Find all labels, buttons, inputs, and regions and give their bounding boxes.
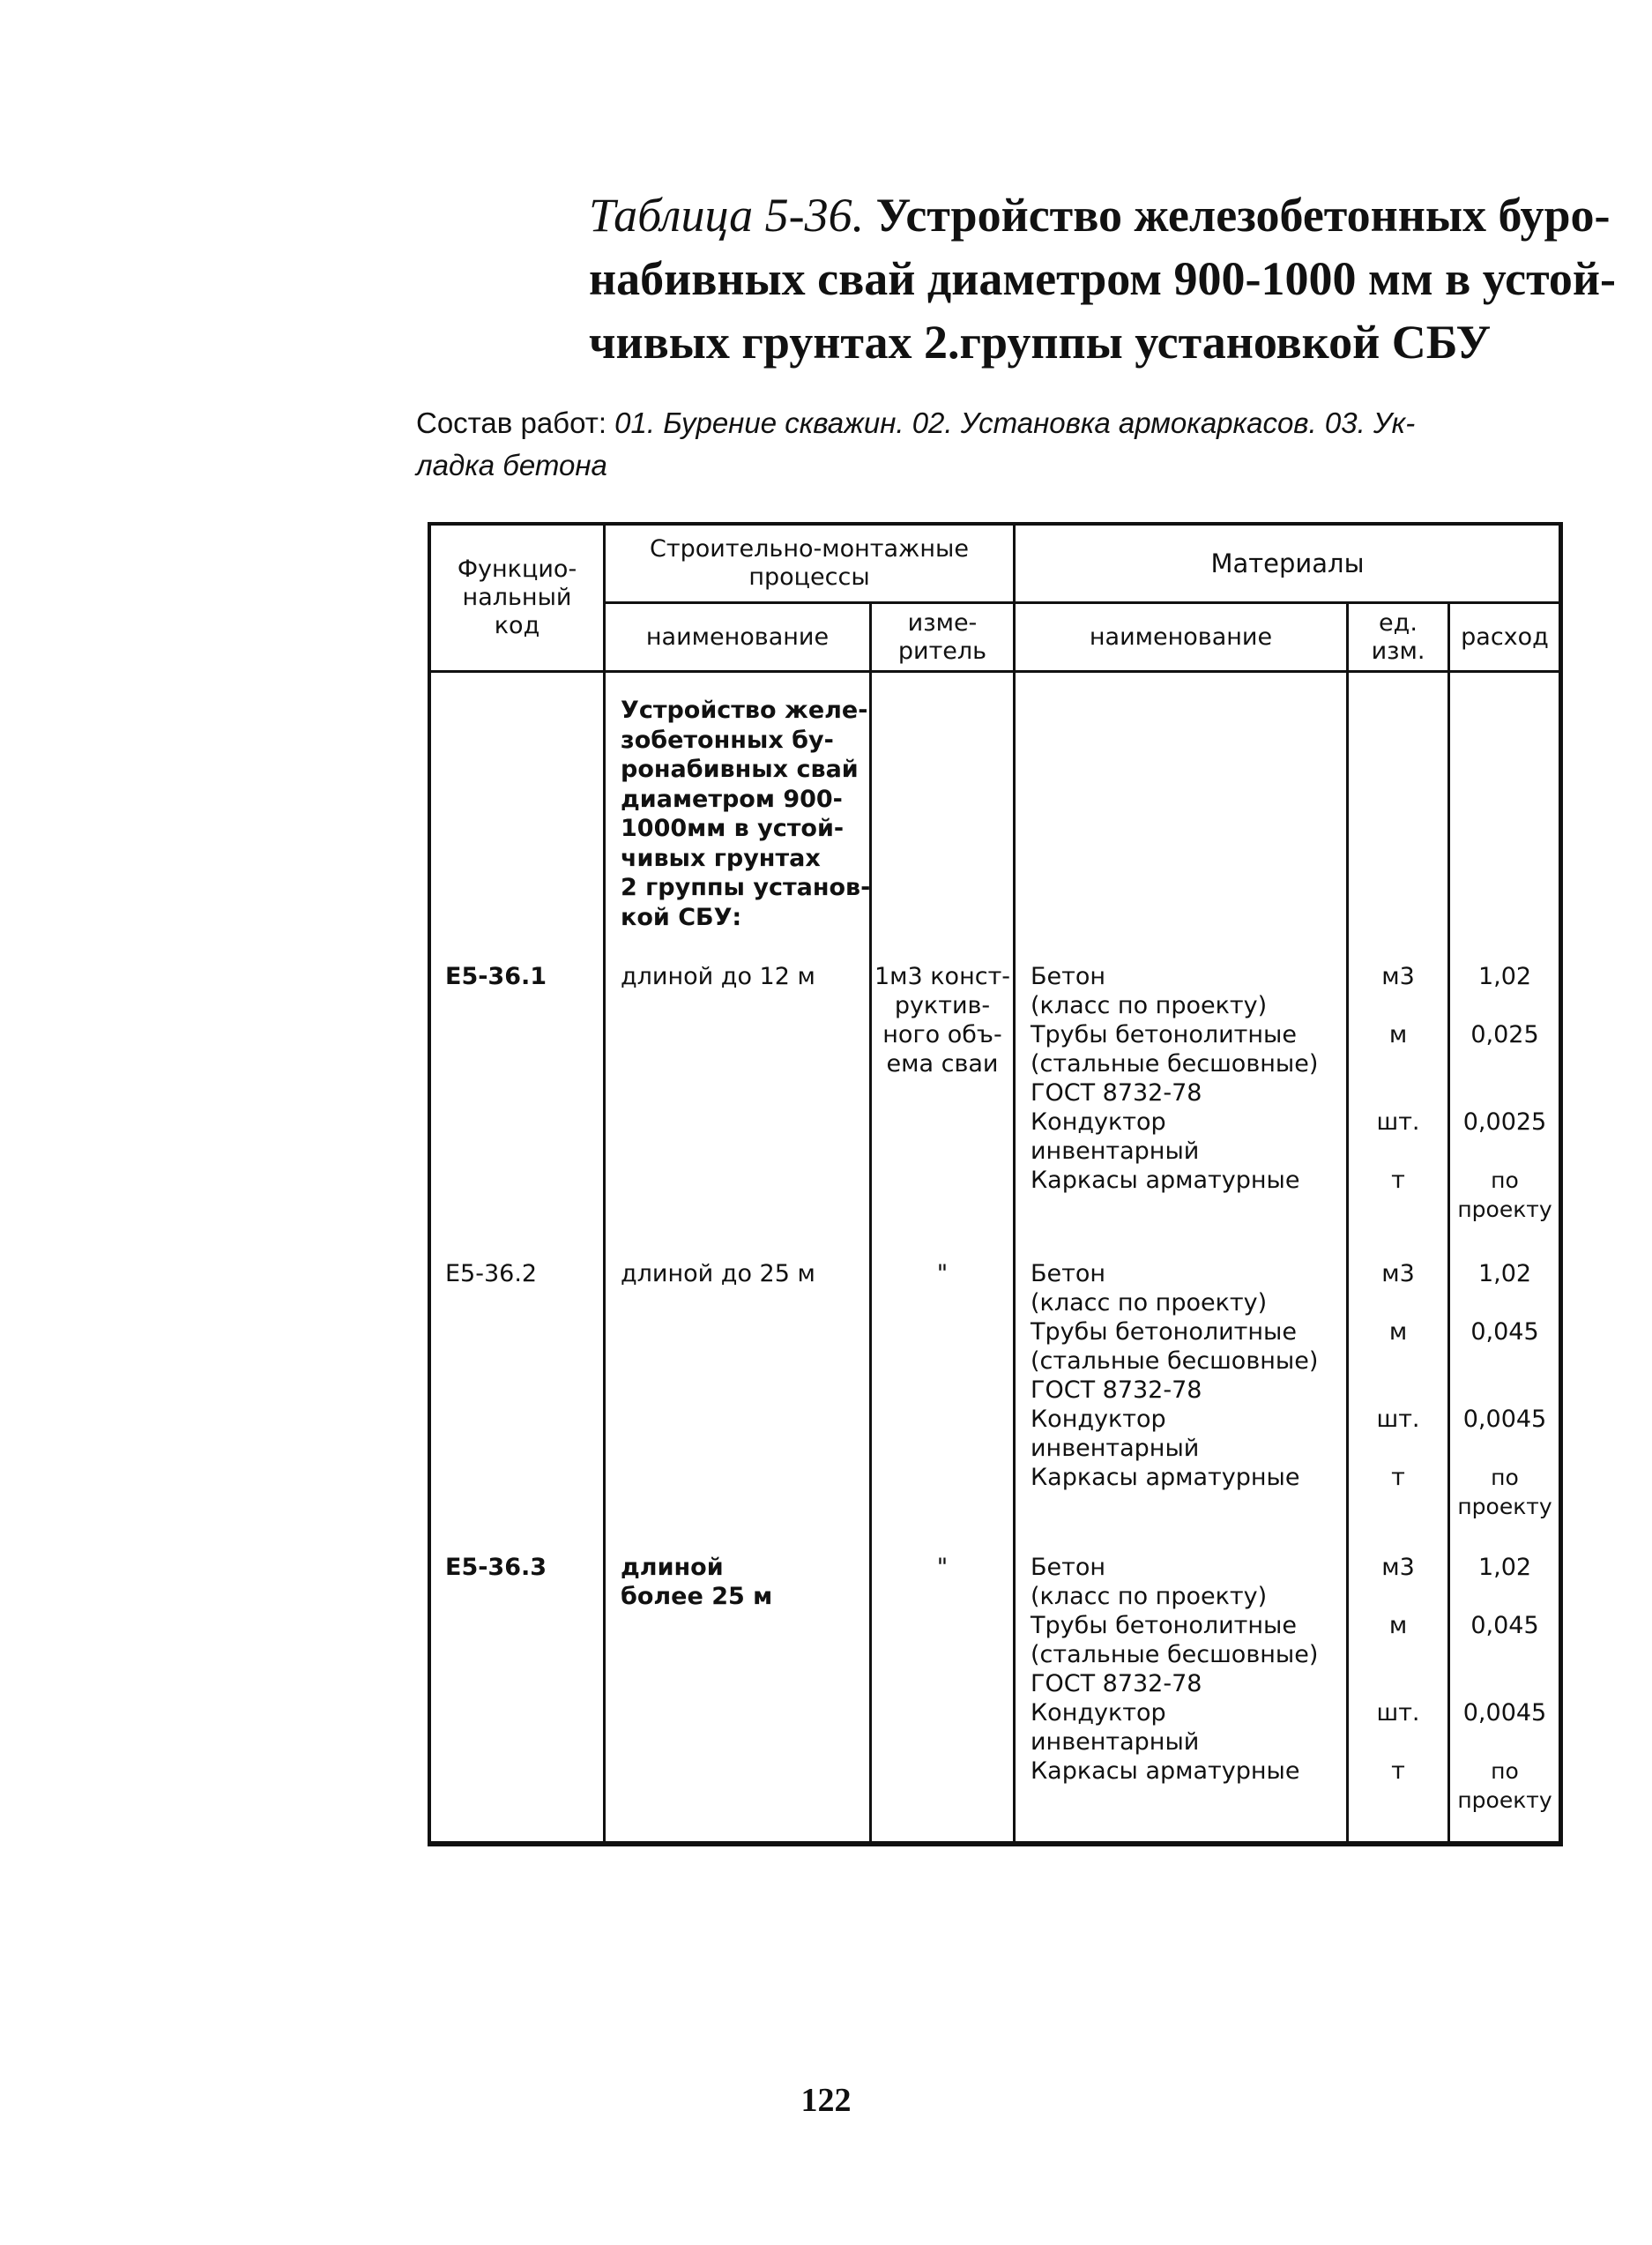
row-1-code: Е5-36.1 bbox=[445, 963, 547, 990]
row-1-material-4-consumption-line: проекту bbox=[1457, 1197, 1552, 1222]
row-1-meter-line: 1м3 конст- bbox=[874, 963, 1011, 990]
row-3-material-1-name-line: (класс по проекту) bbox=[1031, 1583, 1268, 1610]
col-divider-unit bbox=[1346, 601, 1349, 1841]
group-title-line: зобетонных бу- bbox=[621, 726, 834, 754]
row-2-material-1-unit: м3 bbox=[1381, 1260, 1415, 1287]
row-3-material-3-name-line: инвентарный bbox=[1031, 1728, 1200, 1756]
row-1-meter-line: руктив- bbox=[894, 992, 991, 1019]
header-code-line: код bbox=[494, 612, 540, 639]
row-3-material-4-consumption bbox=[1450, 1756, 1559, 1815]
composition-line-2 bbox=[416, 444, 1562, 487]
row-2-material-2-name bbox=[1031, 1317, 1318, 1405]
row-2-material-3-consumption: 0,0045 bbox=[1462, 1406, 1547, 1433]
row-2-material-4-consumption bbox=[1450, 1463, 1559, 1521]
group-title-line: 2 группы установ- bbox=[621, 874, 871, 901]
title-line-2: набивных свай диаметром 900-1000 мм в устой- bbox=[589, 252, 1616, 305]
row-2-material-3-name-line: инвентарный bbox=[1031, 1435, 1200, 1462]
row-3-meter: " bbox=[936, 1554, 949, 1581]
header-unit bbox=[1349, 604, 1447, 670]
composition-label: Состав работ: bbox=[416, 406, 606, 439]
row-1-name: длиной до 12 м bbox=[621, 963, 815, 990]
header-materials: Материалы bbox=[1210, 548, 1365, 578]
row-3-material-1-name-line: Бетон bbox=[1031, 1554, 1106, 1581]
row-1-material-2-name bbox=[1031, 1020, 1318, 1108]
row-3-code: Е5-36.3 bbox=[445, 1554, 547, 1581]
row-1-meter-line: ного объ- bbox=[882, 1021, 1002, 1048]
col-divider-processes bbox=[1013, 526, 1016, 1841]
row-2-material-3-name-line: Кондуктор bbox=[1031, 1406, 1166, 1433]
row-3-material-4-unit: т bbox=[1391, 1757, 1405, 1785]
col-divider-code bbox=[603, 526, 606, 1841]
row-1-material-4-unit: т bbox=[1391, 1167, 1405, 1194]
row-2-name: длиной до 25 м bbox=[621, 1260, 815, 1287]
row-2-material-1-name bbox=[1031, 1259, 1267, 1317]
row-2-material-2-name-line: Трубы бетонолитные bbox=[1031, 1318, 1297, 1346]
row-1-material-3-unit: шт. bbox=[1376, 1108, 1420, 1136]
row-3-material-3-name bbox=[1031, 1698, 1199, 1756]
row-1-meter bbox=[872, 962, 1013, 1078]
row-3-material-2-consumption: 0,045 bbox=[1470, 1612, 1539, 1639]
row-3-material-4-consumption-line: проекту bbox=[1457, 1787, 1552, 1813]
row-1-material-1-unit: м3 bbox=[1381, 963, 1415, 990]
row-1-material-1-consumption: 1,02 bbox=[1477, 963, 1532, 990]
title-label: Таблица 5-36. bbox=[589, 189, 865, 242]
row-3-name bbox=[621, 1553, 772, 1611]
composition-line-1 bbox=[416, 402, 1562, 444]
row-2-material-1-name-line: (класс по проекту) bbox=[1031, 1289, 1268, 1316]
row-3-material-2-unit: м bbox=[1388, 1612, 1408, 1639]
group-title bbox=[621, 696, 876, 932]
row-2-material-2-name-line: (стальные бесшовные) bbox=[1031, 1347, 1319, 1375]
row-1-material-3-name-line: инвентарный bbox=[1031, 1137, 1200, 1165]
header-code-line: Функцио- bbox=[457, 556, 577, 583]
row-3-material-1-unit: м3 bbox=[1381, 1554, 1415, 1581]
header-material-name: наименование bbox=[1089, 623, 1273, 651]
composition-text-1: 01. Бурение скважин. 02. Установка армокаркасов. 03. Ук- bbox=[614, 406, 1416, 439]
row-2-material-2-name-line: ГОСТ 8732-78 bbox=[1031, 1376, 1202, 1404]
title-line-3: чивых грунтах 2.группы установкой СБУ bbox=[589, 316, 1492, 369]
header-meter bbox=[872, 604, 1013, 670]
row-1-material-1-name-line: (класс по проекту) bbox=[1031, 992, 1268, 1019]
row-3-material-1-consumption: 1,02 bbox=[1477, 1554, 1532, 1581]
row-2-material-4-consumption-line: по bbox=[1491, 1465, 1519, 1490]
row-1-material-2-consumption: 0,025 bbox=[1470, 1021, 1539, 1048]
page-number: 122 bbox=[800, 2082, 852, 2119]
header-consumption: расход bbox=[1461, 623, 1549, 651]
title-text-1: Устройство железобетонных буро- bbox=[875, 189, 1611, 242]
header-process-name: наименование bbox=[645, 623, 830, 651]
row-3-material-3-consumption: 0,0045 bbox=[1462, 1699, 1547, 1727]
header-unit-line: изм. bbox=[1371, 637, 1425, 665]
row-2-material-4-name: Каркасы арматурные bbox=[1031, 1464, 1300, 1491]
header-processes bbox=[606, 526, 1013, 601]
row-2-material-2-unit: м bbox=[1388, 1318, 1408, 1346]
row-3-material-2-name-line: (стальные бесшовные) bbox=[1031, 1641, 1319, 1668]
group-title-line: Устройство желе- bbox=[621, 697, 868, 724]
row-2-material-3-unit: шт. bbox=[1376, 1406, 1420, 1433]
row-2-material-1-consumption: 1,02 bbox=[1477, 1260, 1532, 1287]
row-2-code: Е5-36.2 bbox=[445, 1260, 538, 1287]
row-2-meter: " bbox=[936, 1260, 949, 1287]
group-title-line: ронабивных свай bbox=[621, 756, 859, 783]
group-title-line: диаметром 900- bbox=[621, 785, 843, 813]
row-2-material-4-unit: т bbox=[1391, 1464, 1405, 1491]
header-code-line: нальный bbox=[462, 584, 572, 611]
group-title-line: чивых грунтах bbox=[621, 844, 821, 872]
row-1-material-3-name-line: Кондуктор bbox=[1031, 1108, 1166, 1136]
row-2-material-1-name-line: Бетон bbox=[1031, 1260, 1106, 1287]
header-unit-line: ед. bbox=[1379, 608, 1418, 637]
row-3-material-4-name: Каркасы арматурные bbox=[1031, 1757, 1300, 1785]
work-composition bbox=[416, 402, 1562, 487]
row-2-material-4-consumption-line: проекту bbox=[1457, 1494, 1552, 1519]
group-title-line: 1000мм в устой- bbox=[621, 815, 845, 842]
header-meter-line: изме- bbox=[907, 608, 978, 637]
row-3-material-2-name-line: ГОСТ 8732-78 bbox=[1031, 1670, 1202, 1697]
row-3-material-2-name-line: Трубы бетонолитные bbox=[1031, 1612, 1297, 1639]
row-3-material-1-name bbox=[1031, 1553, 1267, 1611]
header-processes-line: Строительно-монтажные bbox=[650, 535, 969, 563]
composition-text-2: ладка бетона bbox=[416, 449, 607, 481]
table-title bbox=[589, 183, 1616, 374]
title-line-1 bbox=[589, 183, 1611, 247]
row-1-material-4-consumption bbox=[1450, 1166, 1559, 1224]
row-1-material-4-consumption-line: по bbox=[1491, 1167, 1519, 1193]
row-1-material-3-consumption: 0,0025 bbox=[1462, 1108, 1547, 1136]
header-meter-line: ритель bbox=[897, 637, 987, 665]
row-2-material-2-consumption: 0,045 bbox=[1470, 1318, 1539, 1346]
row-1-material-2-name-line: (стальные бесшовные) bbox=[1031, 1050, 1319, 1078]
row-3-material-3-name-line: Кондуктор bbox=[1031, 1699, 1166, 1727]
row-3-name-line: длиной bbox=[621, 1554, 724, 1581]
row-1-material-1-name-line: Бетон bbox=[1031, 963, 1106, 990]
header-code bbox=[431, 526, 603, 670]
header-processes-line: процессы bbox=[748, 563, 870, 591]
row-1-material-2-unit: м bbox=[1388, 1021, 1408, 1048]
norms-table bbox=[428, 522, 1563, 1846]
row-3-material-4-consumption-line: по bbox=[1491, 1758, 1519, 1784]
row-1-material-2-name-line: ГОСТ 8732-78 bbox=[1031, 1079, 1202, 1107]
row-3-name-line: более 25 м bbox=[621, 1583, 773, 1610]
row-2-material-3-name bbox=[1031, 1405, 1199, 1463]
row-1-material-2-name-line: Трубы бетонолитные bbox=[1031, 1021, 1297, 1048]
row-1-material-1-name bbox=[1031, 962, 1267, 1020]
group-title-line: кой СБУ: bbox=[621, 903, 742, 931]
row-1-material-3-name bbox=[1031, 1108, 1199, 1166]
row-1-material-4-name: Каркасы арматурные bbox=[1031, 1167, 1300, 1194]
row-3-material-2-name bbox=[1031, 1611, 1318, 1698]
row-3-material-3-unit: шт. bbox=[1376, 1699, 1420, 1727]
row-1-meter-line: ема сваи bbox=[886, 1050, 999, 1078]
header-bottom-line bbox=[431, 670, 1559, 673]
